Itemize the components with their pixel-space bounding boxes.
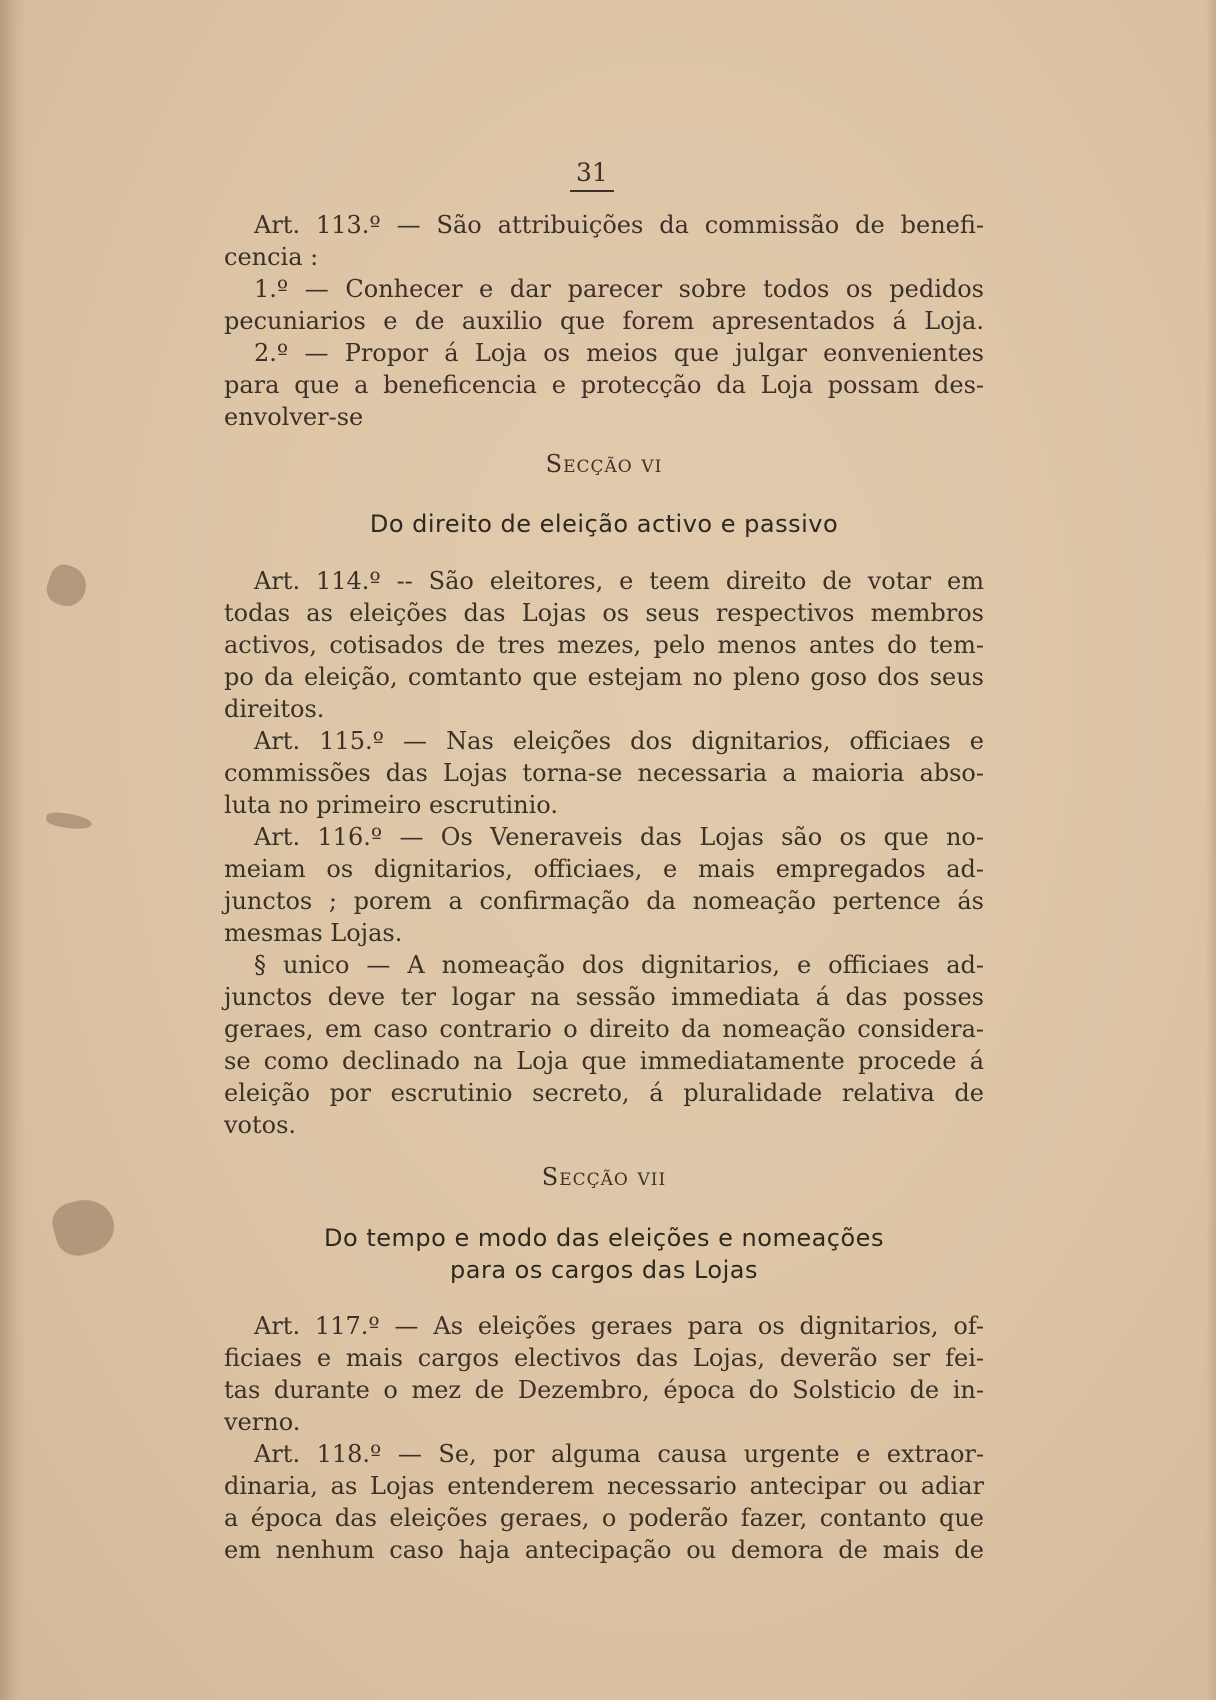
text-line: direitos. <box>224 695 325 723</box>
section-label: Secção vi <box>545 450 663 478</box>
text-line: envolver-se <box>224 403 364 431</box>
text-line: tas durante o mez de Dezembro, época do Solsticio de in- <box>224 1376 984 1404</box>
section-title: Do direito de eleição activo e passivo <box>369 510 839 538</box>
text-line: se como declinado na Loja que immediatamente procede á <box>224 1047 984 1075</box>
text-line: dinaria, as Lojas entenderem necessario antecipar ou adiar <box>224 1472 984 1500</box>
section-label: Secção vii <box>541 1163 667 1191</box>
text-line: junctos deve ter logar na sessão immediata á das posses <box>224 983 984 1011</box>
section-title-line-1: Do tempo e modo das eleições e nomeações <box>324 1224 884 1252</box>
text-line: Art. 114.º -- São eleitores, e teem direito de votar em <box>254 567 984 595</box>
text-line: geraes, em caso contrario o direito da nomeação considera- <box>224 1015 984 1043</box>
text-line: Art. 113.º — São attribuições da commissão de benefi- <box>254 211 984 239</box>
text-line: cencia : <box>224 243 319 271</box>
spine-shadow <box>0 0 26 1700</box>
text-line: 2.º — Propor á Loja os meios que julgar eonvenientes <box>254 339 984 367</box>
text-line: po da eleição, comtanto que estejam no pleno goso dos seus <box>224 663 984 691</box>
text-line: commissões das Lojas torna-se necessaria a maioria abso- <box>224 759 984 787</box>
text-line: eleição por escrutinio secreto, á pluralidade relativa de <box>224 1079 984 1107</box>
text-line: Art. 115.º — Nas eleições dos dignitarios, officiaes e <box>254 727 984 755</box>
text-line: mesmas Lojas. <box>224 919 403 947</box>
text-line: Art. 118.º — Se, por alguma causa urgente e extraor- <box>254 1440 984 1468</box>
text-line: 1.º — Conhecer e dar parecer sobre todos os pedidos <box>254 275 984 303</box>
text-line: luta no primeiro escrutinio. <box>224 791 558 819</box>
text-line: meiam os dignitarios, officiaes, e mais empregados ad- <box>224 855 984 883</box>
text-line: Art. 116.º — Os Veneraveis das Lojas são os que no- <box>254 823 984 851</box>
page-number: 31 <box>570 158 614 192</box>
paper-stain <box>42 561 91 612</box>
text-line: votos. <box>224 1111 297 1139</box>
text-line: em nenhum caso haja antecipação ou demora de mais de <box>224 1536 984 1564</box>
paper-stain <box>45 811 93 831</box>
text-line: pecuniarios e de auxilio que forem apresentados á Loja. <box>224 307 984 335</box>
text-line: verno. <box>224 1408 301 1436</box>
text-line: para que a beneficencia e protecção da Loja possam des- <box>224 371 984 399</box>
text-line: todas as eleições das Lojas os seus respectivos membros <box>224 599 984 627</box>
text-line: a época das eleições geraes, o poderão fazer, contanto que <box>224 1504 984 1532</box>
text-line: activos, cotisados de tres mezes, pelo menos antes do tem- <box>224 631 984 659</box>
page-edge <box>1206 0 1216 1700</box>
text-line: ficiaes e mais cargos electivos das Lojas, deverão ser fei- <box>224 1344 984 1372</box>
paper-stain <box>48 1193 120 1261</box>
text-line: § unico — A nomeação dos dignitarios, e officiaes ad- <box>254 951 984 979</box>
text-line: Art. 117.º — As eleições geraes para os dignitarios, of- <box>254 1312 984 1340</box>
section-title-line-2: para os cargos das Lojas <box>450 1256 758 1284</box>
text-line: junctos ; porem a confirmação da nomeação pertence ás <box>224 887 984 915</box>
